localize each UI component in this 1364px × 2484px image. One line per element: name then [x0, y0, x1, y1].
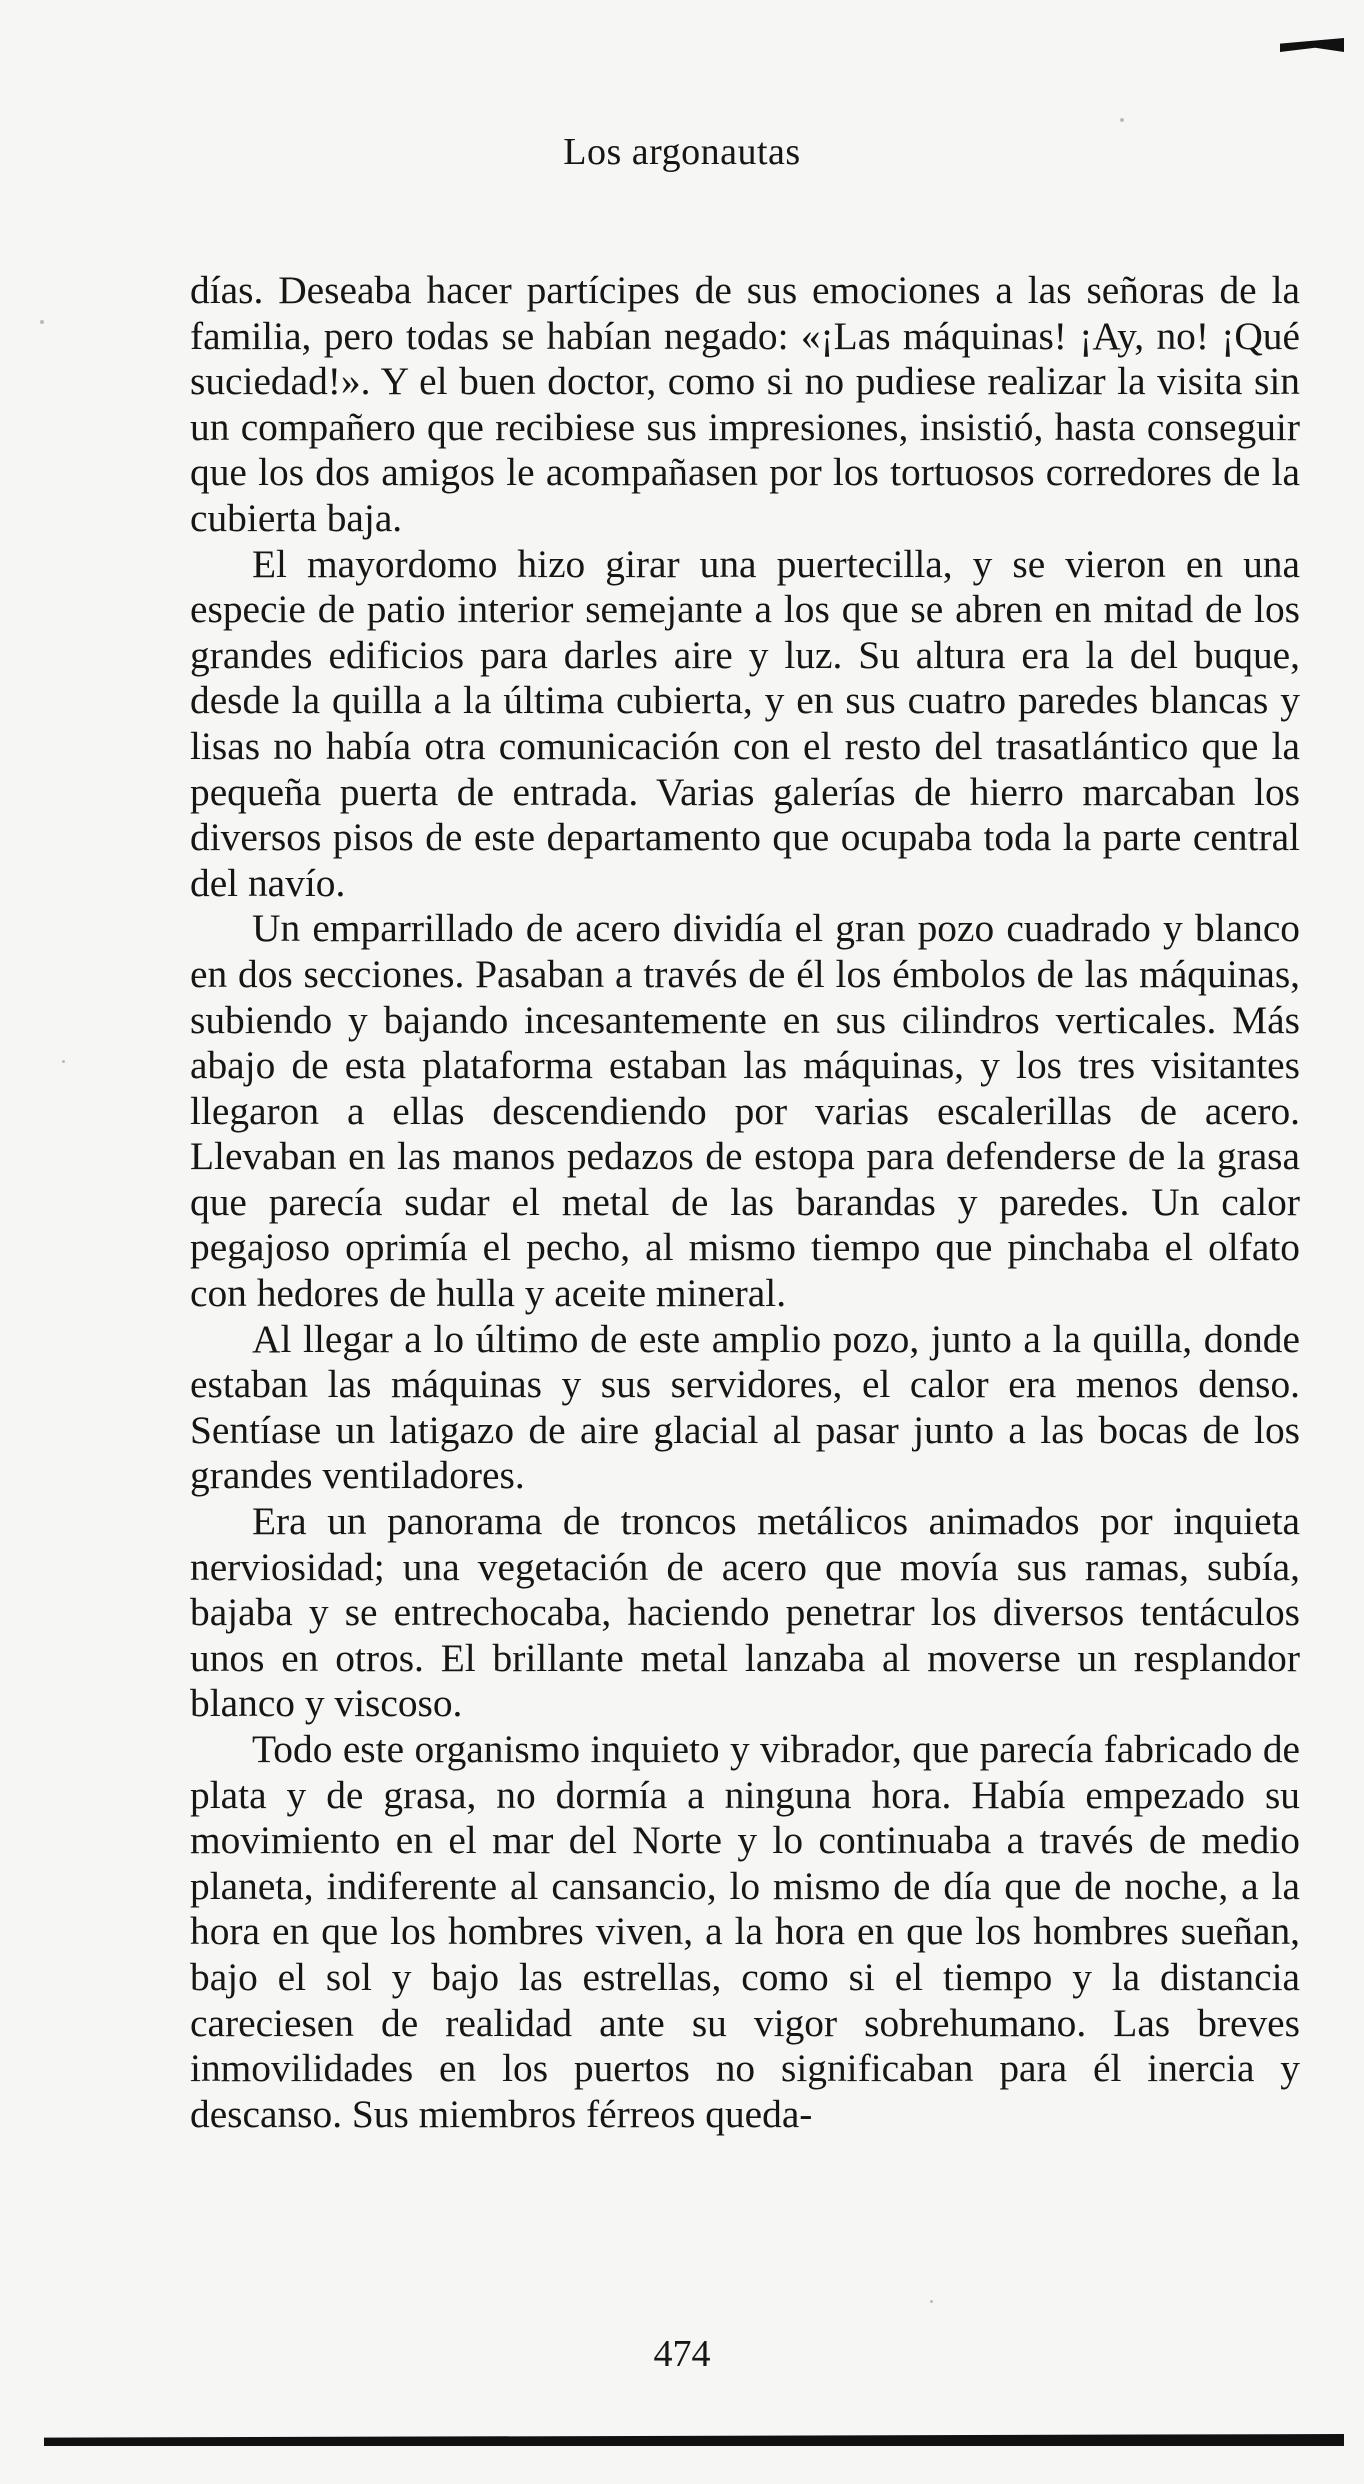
paragraph-6: Todo este organismo inquieto y vibrador, que parecía fabricado de plata y de grasa, no dormía a ninguna hora. Había empezado su movimiento en el mar del Norte y lo continuaba a través de medio planeta, indiferente al cansancio, lo mismo de día que de noche, a la hora en que los hombres viven, a la hora en que los hombres sueñan, bajo el sol y bajo las estrellas, como si el tiempo y la distancia careciesen de realidad ante su vigor sobrehumano. Las breves inmovilidades en los puertos no significaban para él inercia y descanso. Sus miembros férreos queda- [190, 1727, 1300, 2136]
scan-speck [62, 1060, 65, 1063]
page-number: 474 [653, 2333, 711, 2375]
scan-speck [930, 2300, 933, 2303]
body-text [190, 268, 1300, 2137]
paragraph-4: Al llegar a lo último de este amplio pozo, junto a la quilla, donde estaban las máquinas y sus servidores, el calor era menos denso. Sentíase un latigazo de aire glacial al pasar junto a las bocas de los grandes ventiladores. [190, 1316, 1300, 1498]
scan-mark-top [1280, 38, 1344, 52]
paragraph-3: Un emparrillado de acero dividía el gran pozo cuadrado y blanco en dos secciones. Pasaban a través de él los émbolos de las máquinas, subiendo y bajando incesantemente en sus cilindros verticales. Más abajo de esta plataforma estaban las máquinas, y los tres visitantes llegaron a ellas descendiendo por varias escalerillas de acero. Llevaban en las manos pedazos de estopa para defenderse de la grasa que parecía sudar el metal de las barandas y paredes. Un calor pegajoso oprimía el pecho, al mismo tiempo que pinchaba el olfato con hedores de hulla y aceite mineral. [190, 906, 1300, 1316]
scan-edge-bottom [44, 2434, 1344, 2446]
paragraph-2: El mayordomo hizo girar una puertecilla, y se vieron en una especie de patio interior semejante a los que se abren en mitad de los grandes edificios para darles aire y luz. Su altura era la del buque, desde la quilla a la última cubierta, y en sus cuatro paredes blancas y lisas no había otra comunicación con el resto del trasatlántico que la pequeña puerta de entrada. Varias galerías de hierro marcaban los diversos pisos de este departamento que ocupaba toda la parte central del navío. [190, 541, 1300, 905]
running-header: Los argonautas [563, 131, 801, 173]
paragraph-5: Era un panorama de troncos metálicos animados por inquieta nerviosidad; una vegetación de acero que movía sus ramas, subía, bajaba y se entrechocaba, haciendo penetrar los diversos tentáculos unos en otros. El brillante metal lanzaba al moverse un resplandor blanco y viscoso. [190, 1499, 1300, 1726]
paragraph-1: días. Deseaba hacer partícipes de sus emociones a las señoras de la familia, pero todas se habían negado: «¡Las máquinas! ¡Ay, no! ¡Qué suciedad!». Y el buen doctor, como si no pudiese realizar la visita sin un compañero que recibiese sus impresiones, insistió, hasta conseguir que los dos amigos le acompañasen por los tortuosos corredores de la cubierta baja. [190, 268, 1300, 540]
scan-speck [1120, 118, 1124, 122]
scan-speck [40, 320, 44, 324]
